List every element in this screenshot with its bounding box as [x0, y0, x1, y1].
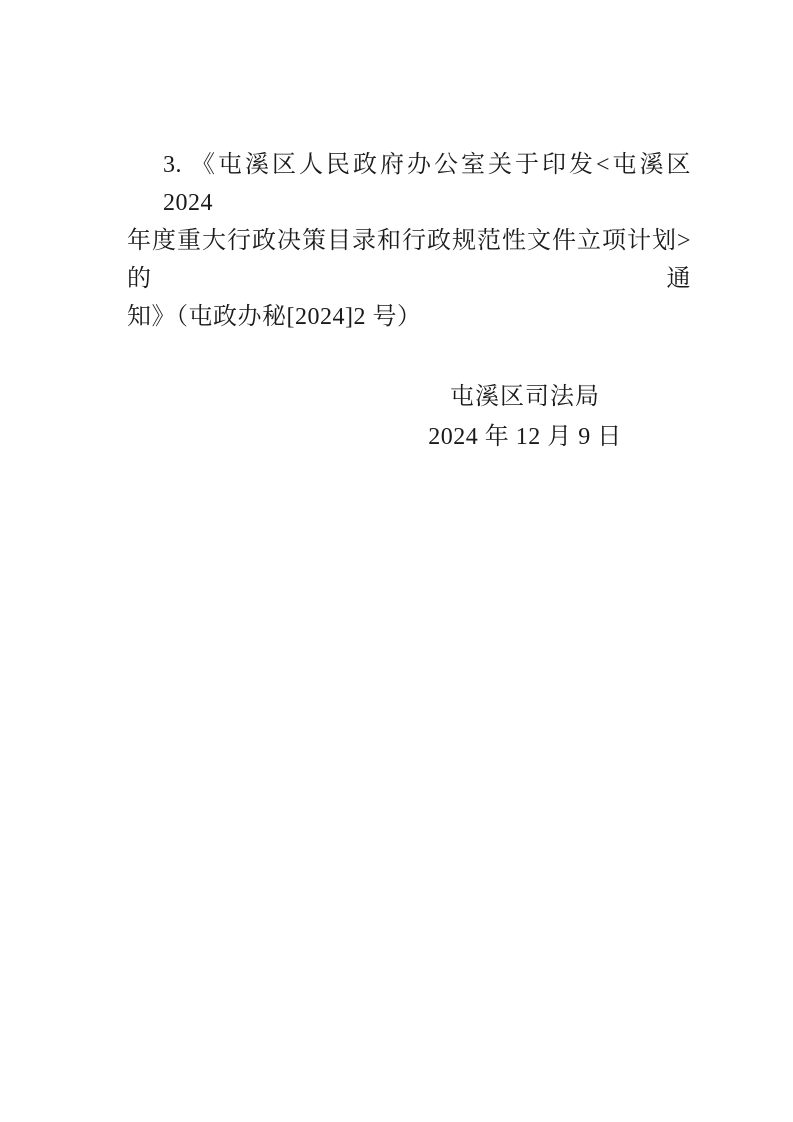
notice-line-3: 知》（屯政办秘[2024]2 号） [127, 304, 422, 330]
signature-date: 2024 年 12 月 9 日 [428, 424, 622, 450]
notice-line-2: 年度重大行政决策目录和行政规范性文件立项计划>的通 [127, 228, 691, 292]
notice-line-1: 3. 《屯溪区人民政府办公室关于印发<屯溪区 2024 [163, 152, 691, 216]
notice-paragraph [127, 146, 691, 336]
signature-block [385, 377, 665, 457]
signature-organization: 屯溪区司法局 [450, 384, 600, 410]
